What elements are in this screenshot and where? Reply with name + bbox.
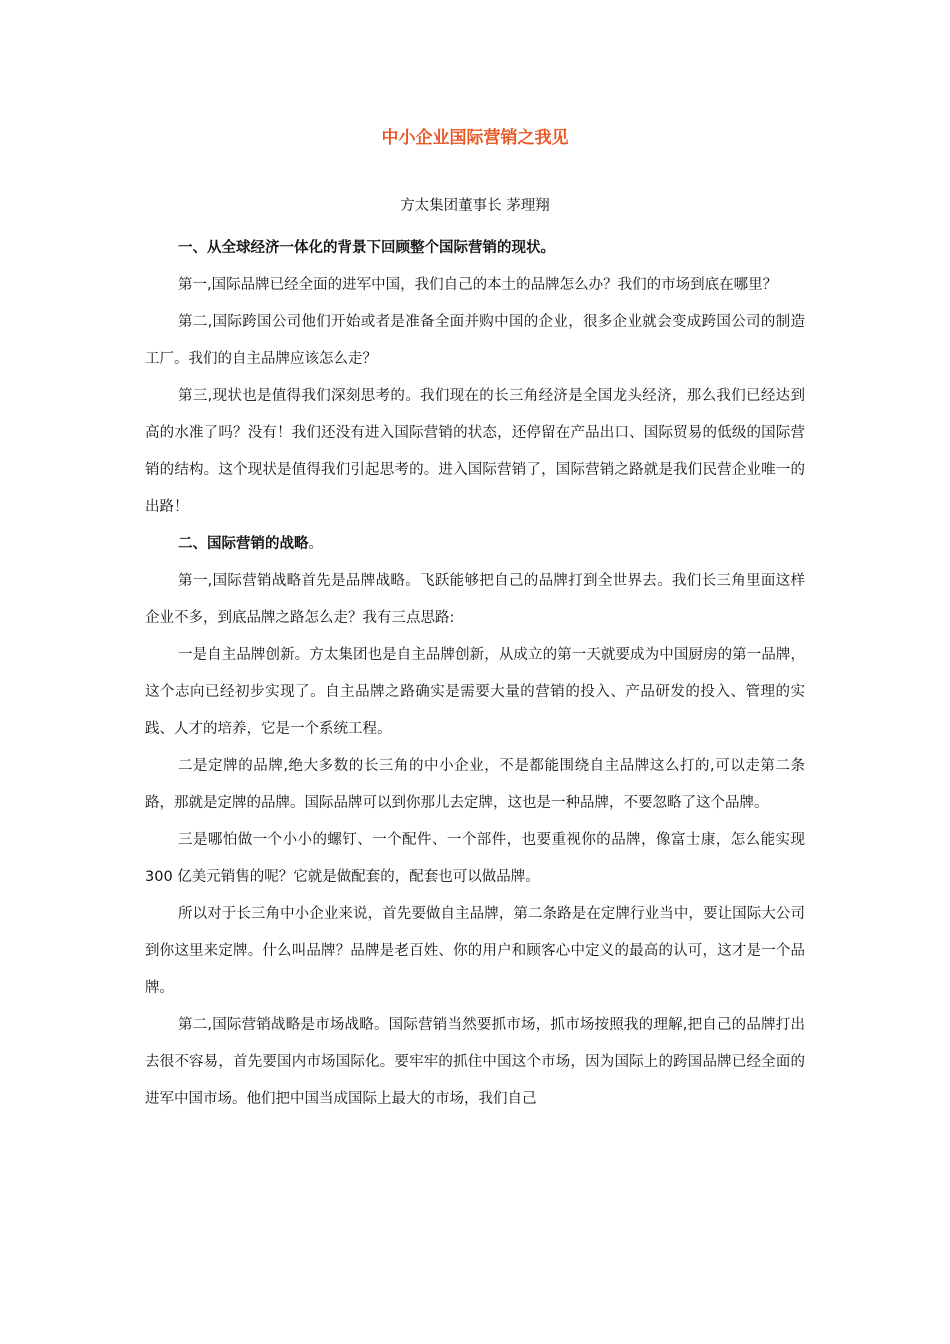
paragraph: 第三,现状也是值得我们深刻思考的。我们现在的长三角经济是全国龙头经济，那么我们已经达到高的水准了吗？没有！我们还没有进入国际营销的状态，还停留在产品出口、国际贸易的低级的国际营销的结构。这个现状是值得我们引起思考的。进入国际营销了，国际营销之路就是我们民营企业唯一的出路！ bbox=[145, 388, 805, 515]
paragraph: 三是哪怕做一个小小的螺钉、一个配件、一个部件，也要重视你的品牌，像富士康，怎么能实现 300 亿美元销售的呢？它就是做配套的，配套也可以做品牌。 bbox=[145, 832, 805, 885]
section-heading-2-text: 二、国际营销的战略 bbox=[178, 536, 309, 552]
section-heading-1: 一、从全球经济一体化的背景下回顾整个国际营销的现状。 bbox=[178, 240, 555, 256]
paragraph: 第一,国际营销战略首先是品牌战略。飞跃能够把自己的品牌打到全世界去。我们长三角里面这样企业不多，到底品牌之路怎么走？我有三点思路: bbox=[145, 573, 805, 626]
document-title: 中小企业国际营销之我见 bbox=[381, 128, 569, 148]
paragraph: 第一,国际品牌已经全面的进军中国，我们自己的本土的品牌怎么办？我们的市场到底在哪里？ bbox=[178, 277, 778, 293]
paragraph: 第二,国际营销战略是市场战略。国际营销当然要抓市场，抓市场按照我的理解,把自己的品牌打出去很不容易，首先要国内市场国际化。要牢牢的抓住中国这个市场，因为国际上的跨国品牌已经全面的进军中国市场。他们把中国当成国际上最大的市场，我们自己 bbox=[145, 1017, 805, 1107]
document-page bbox=[145, 120, 805, 1118]
paragraph: 一是自主品牌创新。方太集团也是自主品牌创新，从成立的第一天就要成为中国厨房的第一品牌，这个志向已经初步实现了。自主品牌之路确实是需要大量的营销的投入、产品研发的投入、管理的实践、人才的培养，它是一个系统工程。 bbox=[145, 647, 805, 737]
author-line: 方太集团董事长 茅理翔 bbox=[400, 198, 550, 214]
section-heading-2 bbox=[145, 526, 805, 563]
paragraph: 第二,国际跨国公司他们开始或者是准备全面并购中国的企业，很多企业就会变成跨国公司的制造工厂。我们的自主品牌应该怎么走？ bbox=[145, 314, 805, 367]
section-heading-2-period: 。 bbox=[308, 536, 323, 552]
paragraph: 所以对于长三角中小企业来说，首先要做自主品牌，第二条路是在定牌行业当中，要让国际大公司到你这里来定牌。什么叫品牌？品牌是老百姓、你的用户和顾客心中定义的最高的认可，这才是一个品牌。 bbox=[145, 906, 805, 996]
paragraph: 二是定牌的品牌,绝大多数的长三角的中小企业，不是都能围绕自主品牌这么打的,可以走第二条路，那就是定牌的品牌。国际品牌可以到你那儿去定牌，这也是一种品牌，不要忽略了这个品牌。 bbox=[145, 758, 805, 811]
